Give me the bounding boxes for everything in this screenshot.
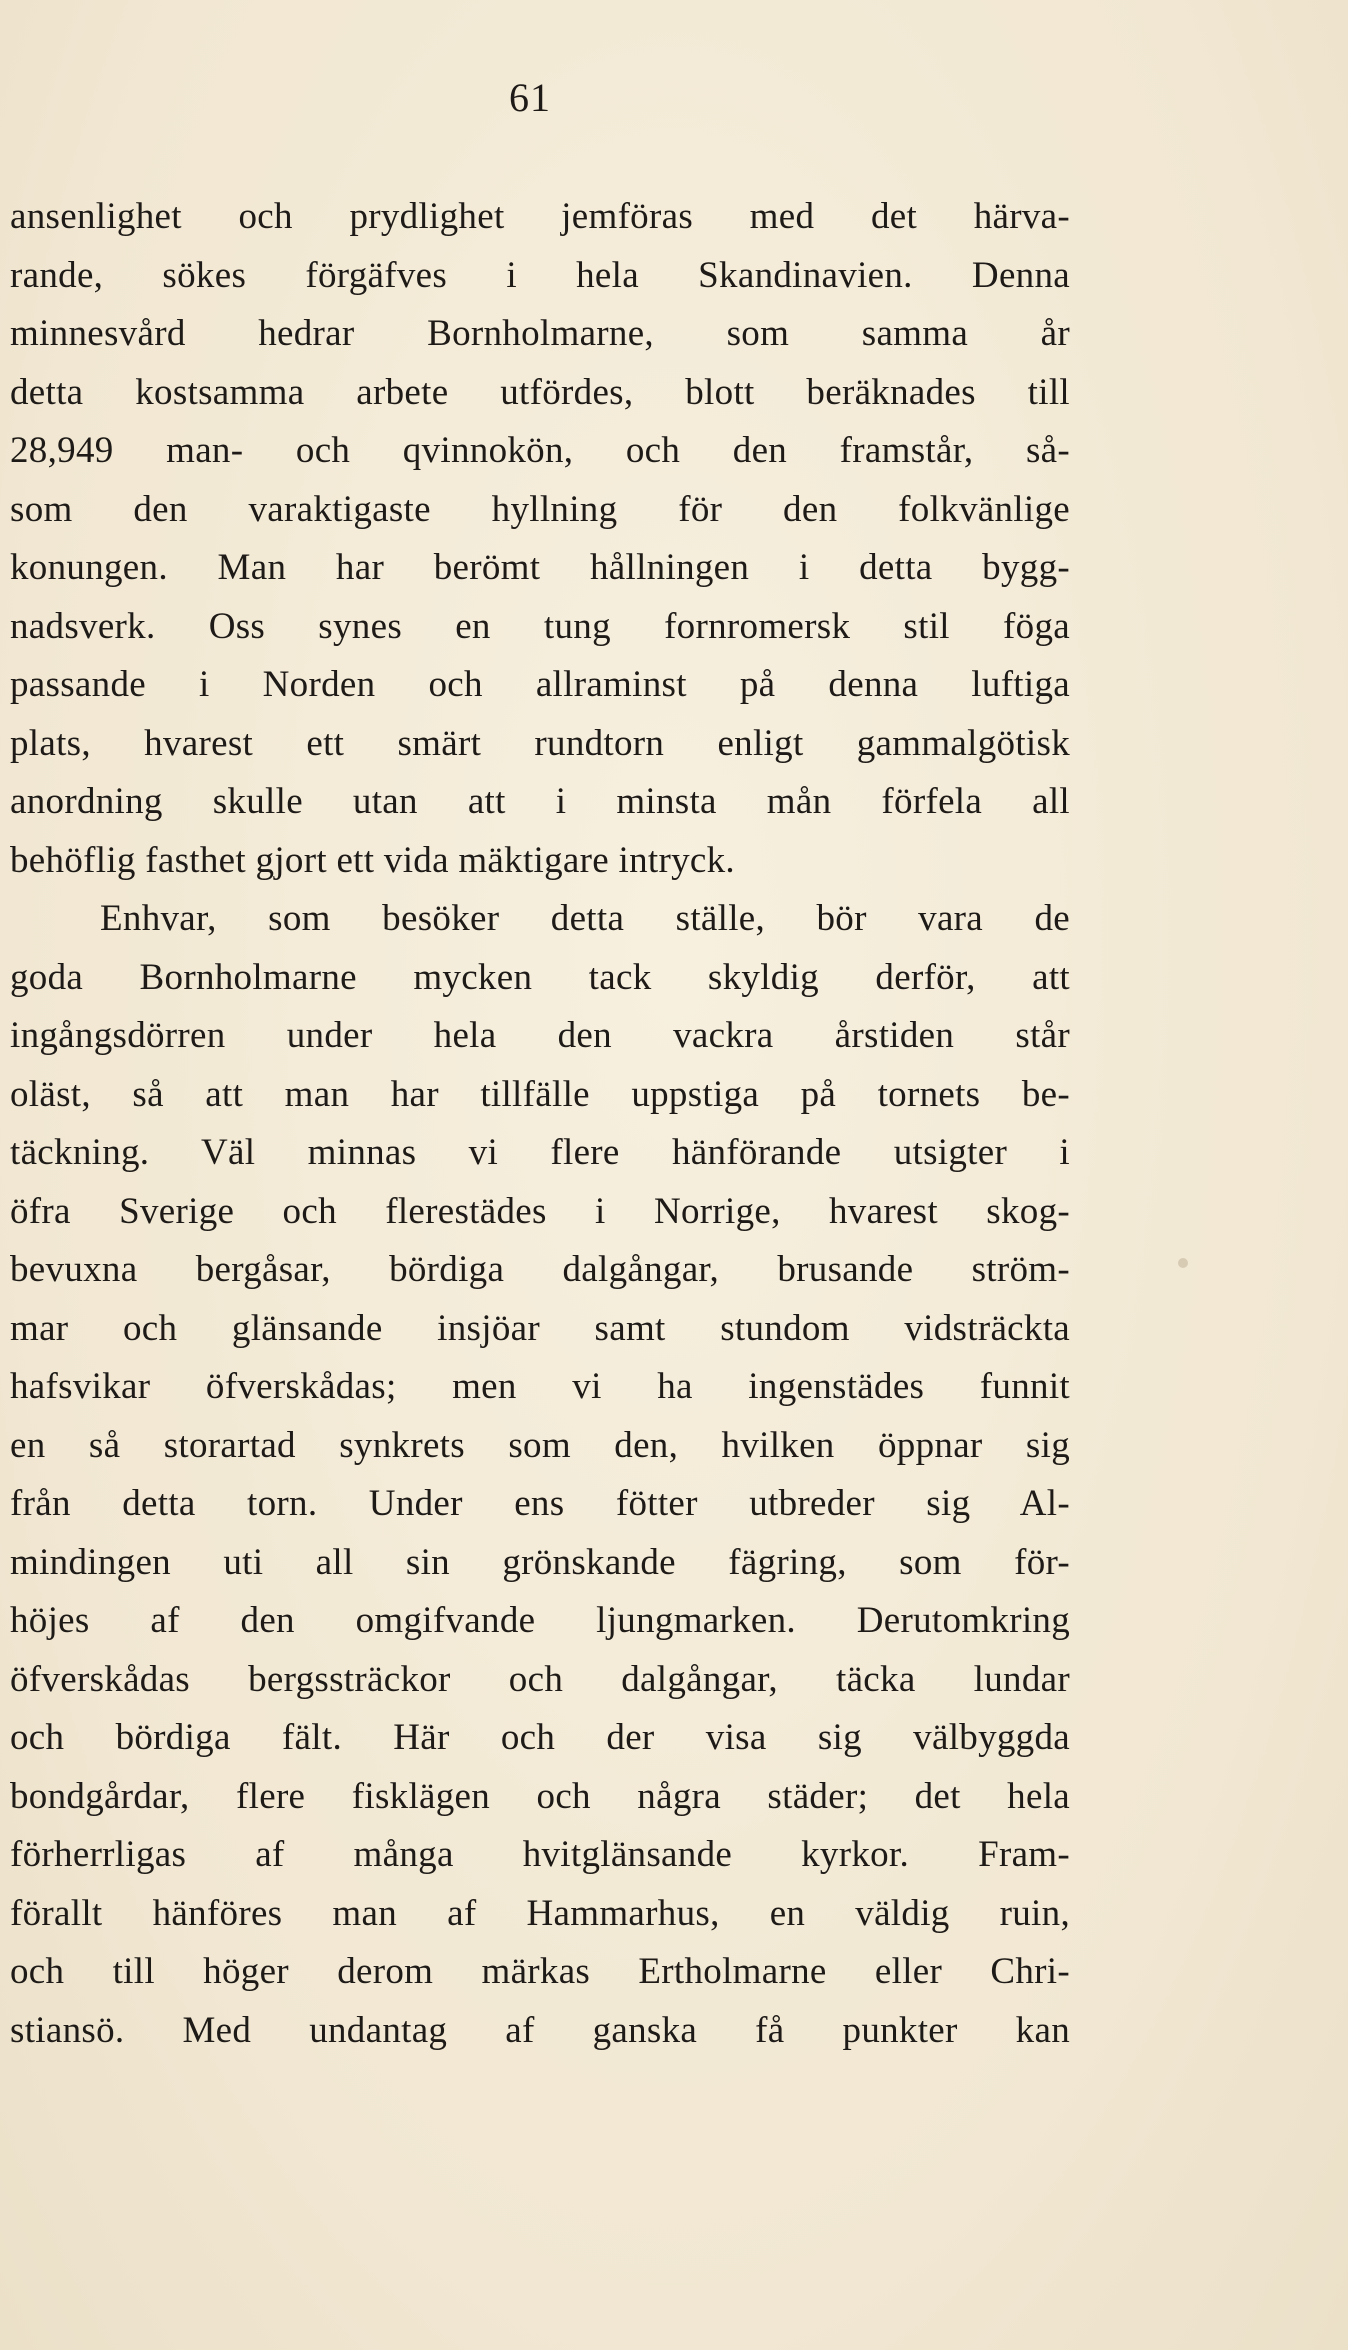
paper-fleck: [1178, 1258, 1188, 1268]
body-text: [10, 188, 1070, 2060]
text-line: förherrligas af många hvitglänsande kyrkor. Fram-: [10, 1834, 1070, 1875]
text-line: anordning skulle utan att i minsta mån förfela all: [10, 781, 1070, 822]
text-line: bevuxna bergåsar, bördiga dalgångar, brusande ström-: [10, 1249, 1070, 1290]
text-line: förallt hänföres man af Hammarhus, en väldig ruin,: [10, 1892, 1070, 1934]
text-line: en så storartad synkrets som den, hvilken öppnar sig: [10, 1424, 1070, 1466]
text-line: konungen. Man har berömt hållningen i detta bygg-: [10, 547, 1070, 588]
text-line: bondgårdar, flere fisklägen och några städer; det hela: [10, 1775, 1070, 1817]
text-line: Enhvar, som besöker detta ställe, bör vara de: [100, 898, 1070, 939]
text-line: oläst, så att man har tillfälle uppstiga på tornets be-: [10, 1073, 1070, 1115]
text-line: höjes af den omgifvande ljungmarken. Derutomkring: [10, 1600, 1070, 1641]
text-line: och bördiga fält. Här och der visa sig välbyggda: [10, 1717, 1070, 1758]
text-line: som den varaktigaste hyllning för den folkvänlige: [10, 488, 1070, 530]
text-line: passande i Norden och allraminst på denna luftiga: [10, 664, 1070, 705]
text-line: öfra Sverige och flerestädes i Norrige, hvarest skog-: [10, 1190, 1070, 1232]
text-line: mar och glänsande insjöar samt stundom vidsträckta: [10, 1307, 1070, 1349]
text-line: hafsvikar öfverskådas; men vi ha ingenstädes funnit: [10, 1366, 1070, 1407]
text-line: stiansö. Med undantag af ganska få punkter kan: [10, 2009, 1070, 2051]
text-line: behöflig fasthet gjort ett vida mäktigare intryck.: [10, 839, 735, 881]
text-line: minnesvård hedrar Bornholmarne, som samma år: [10, 313, 1070, 354]
text-line: detta kostsamma arbete utfördes, blott beräknades till: [10, 371, 1070, 413]
text-line: rande, sökes förgäfves i hela Skandinavien. Denna: [10, 254, 1070, 296]
text-line: öfverskådas bergssträckor och dalgångar, täcka lundar: [10, 1658, 1070, 1700]
text-line: täckning. Väl minnas vi flere hänförande utsigter i: [10, 1132, 1070, 1173]
text-line: nadsverk. Oss synes en tung fornromersk stil föga: [10, 605, 1070, 647]
text-line: mindingen uti all sin grönskande fägring, som för-: [10, 1541, 1070, 1583]
text-line: ingångsdörren under hela den vackra årstiden står: [10, 1015, 1070, 1056]
page-number: 61: [509, 75, 551, 120]
text-line: från detta torn. Under ens fötter utbreder sig Al-: [10, 1483, 1070, 1524]
text-line: goda Bornholmarne mycken tack skyldig derför, att: [10, 956, 1070, 998]
text-line: ansenlighet och prydlighet jemföras med det härva-: [10, 196, 1070, 237]
text-line: 28,949 man- och qvinnokön, och den framstår, så-: [10, 430, 1070, 471]
text-line: och till höger derom märkas Ertholmarne eller Chri-: [10, 1951, 1070, 1992]
text-line: plats, hvarest ett smärt rundtorn enligt gammalgötisk: [10, 722, 1070, 764]
